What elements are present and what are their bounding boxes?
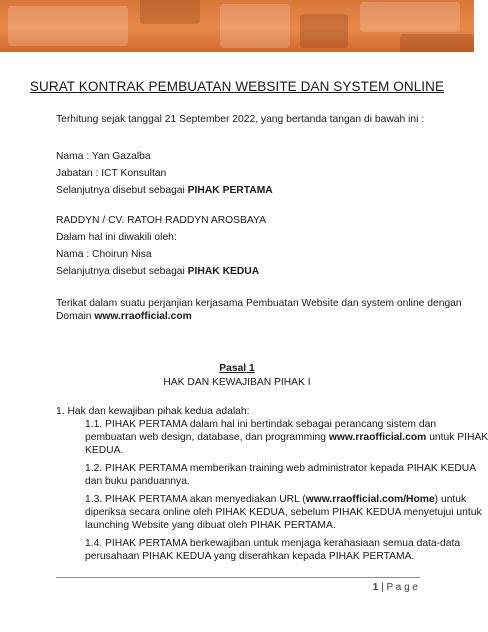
item-1-1-text-a: pembuatan web design, database, dan programming xyxy=(85,432,329,443)
party2-company: RADDYN / CV. RATOH RADDYN AROSBAYA xyxy=(56,215,266,226)
article-heading: HAK DAN KEWAJIBAN PIHAK I xyxy=(163,377,311,388)
list-intro: 1. Hak dan kewajiban pihak kedua adalah: xyxy=(56,406,250,417)
party1-reference xyxy=(56,184,273,197)
item-1-3-text-c: ) untuk xyxy=(434,494,467,505)
item-1-2-line-1: 1.2. PIHAK PERTAMA memberikan training web administrator kepada PIHAK KEDUA xyxy=(85,463,477,474)
item-1-3-line-1 xyxy=(85,493,466,506)
party1-reference-label: PIHAK PERTAMA xyxy=(187,185,273,196)
party2-represented: Dalam hal ini diwakili oleh: xyxy=(56,232,177,243)
agreement-line-1: Terikat dalam suatu perjanjian kerjasama Pembuatan Website dan system online dengan xyxy=(56,298,462,309)
party1-reference-prefix: Selanjutnya disebut sebagai xyxy=(56,185,188,196)
page-number: 1 xyxy=(372,582,379,593)
article-number: Pasal 1 xyxy=(219,363,255,374)
item-1-1-line-1: 1.1. PIHAK PERTAMA dalam hal ini bertindak sebagai perancang sistem dan xyxy=(85,419,437,430)
party1-position: Jabatan : ICT Konsultan xyxy=(56,168,167,179)
item-1-1-line-3: KEDUA. xyxy=(85,445,124,456)
party2-reference xyxy=(56,265,259,278)
item-1-3-line-2: diperiksa secara online oleh PIHAK KEDUA, sebelum PIHAK KEDUA menyetujui untuk xyxy=(85,507,482,518)
page-footer xyxy=(373,582,418,593)
party2-reference-label: PIHAK KEDUA xyxy=(187,266,260,277)
item-1-2-line-2: dan buku panduannya. xyxy=(85,476,190,487)
item-1-1-text-c: untuk PIHAK xyxy=(426,432,488,443)
party2-reference-prefix: Selanjutnya disebut sebagai xyxy=(56,266,188,277)
item-1-1-line-2 xyxy=(85,431,488,444)
intro-text: Terhitung sejak tanggal 21 September 2022, yang bertanda tangan di bawah ini : xyxy=(56,114,425,125)
footer-divider xyxy=(56,577,420,578)
page-label: P a g e xyxy=(386,582,418,593)
agreement-domain-link[interactable]: www.rraofficial.com xyxy=(94,311,192,322)
header-banner-image xyxy=(0,0,474,52)
agreement-domain-prefix: Domain xyxy=(56,311,95,322)
item-1-3-url-link[interactable]: www.rraofficial.com/Home xyxy=(305,494,435,505)
item-1-3-text-a: 1.3. PIHAK PERTAMA akan menyediakan URL ( xyxy=(85,494,306,505)
item-1-4-line-2: perusahaan PIHAK KEDUA yang diserahkan kepada PIHAK PERTAMA. xyxy=(85,551,415,562)
document-title: SURAT KONTRAK PEMBUATAN WEBSITE DAN SYSTEM ONLINE xyxy=(29,79,445,94)
party2-name: Nama : Choirun Nisa xyxy=(56,249,152,260)
item-1-3-line-3: launching Website yang dibuat oleh PIHAK PERTAMA. xyxy=(85,520,336,531)
party1-name: Nama : Yan Gazalba xyxy=(56,151,151,162)
footer-separator: | xyxy=(378,582,387,593)
item-1-4-line-1: 1.4. PIHAK PERTAMA berkewajiban untuk menjaga kerahasiaan semua data-data xyxy=(85,538,461,549)
item-1-1-domain-link[interactable]: www.rraofficial.com xyxy=(328,432,427,443)
agreement-line-2 xyxy=(56,310,192,323)
